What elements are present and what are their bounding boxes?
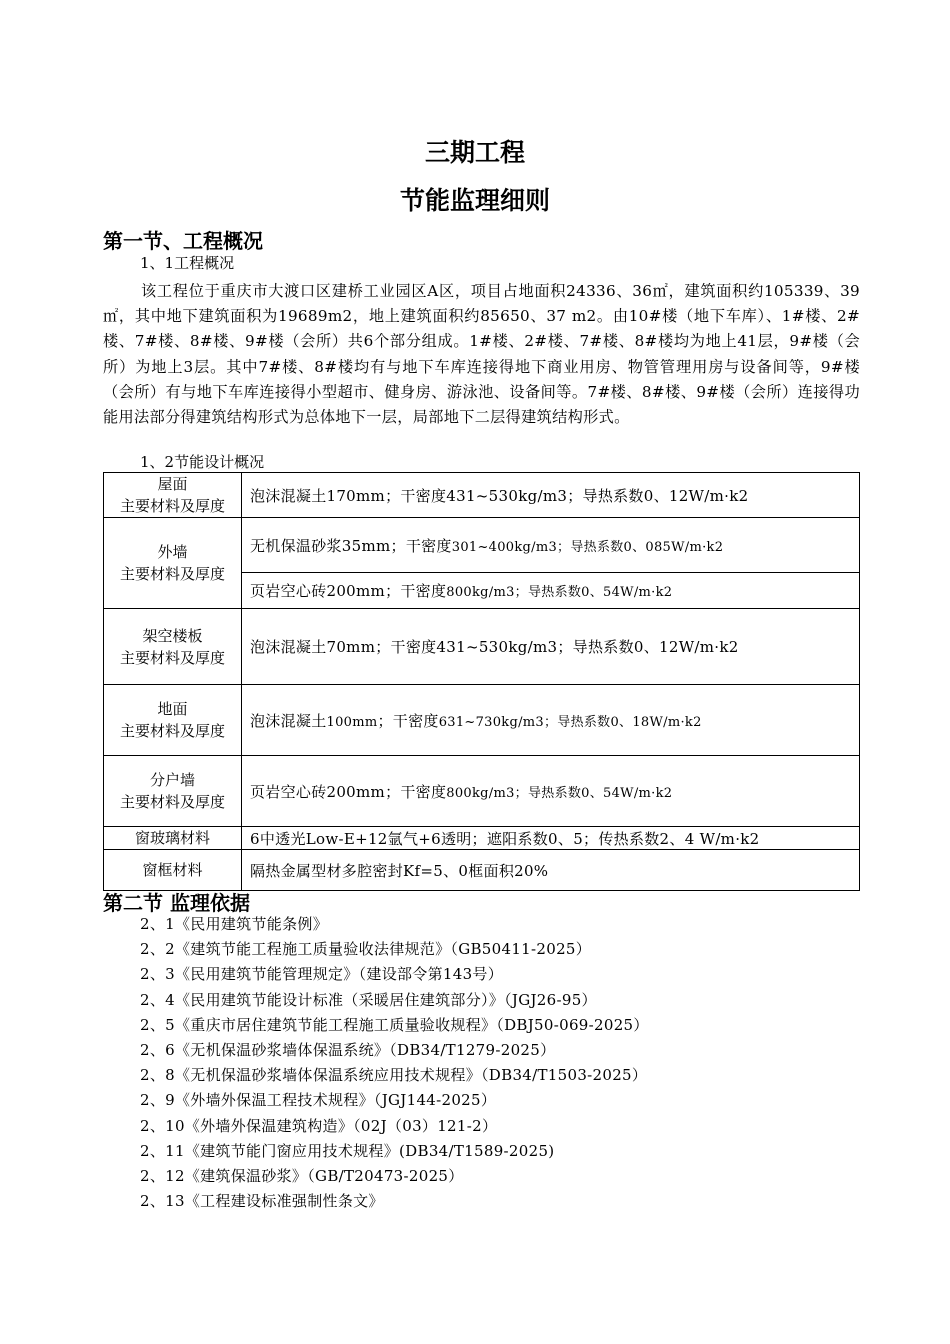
roof-value: 泡沫混凝土170mm；干密度431~530kg/m3；导热系数0、12W/m·k2	[242, 473, 860, 518]
document-title: 三期工程	[424, 138, 525, 167]
list-item: 2、8《无机保温砂浆墙体保温系统应用技术规程》（DB34/T1503-2025）	[140, 1066, 648, 1085]
project-overview-paragraph: 该工程位于重庆市大渡口区建桥工业园区A区，项目占地面积24336、36㎡，建筑面积约105339、39㎡，其中地下建筑面积为19689m2，地上建筑面积约85650、37 m2。由10#楼（地下车库）、1#楼、2#楼、7#楼、8#楼、9#楼（会所）共6个部分组成。1#楼、2#楼、7#楼、8#楼均为地上41层，9#楼（会所）为地上3层。其中7#楼、8#楼均有与地下车库连接得地下商业用房、物管管理用房与设备间等，9#楼（会所）有与地下车库连接得小型超市、健身房、游泳池、设备间等。7#楼、8#楼、9#楼（会所）连接得功能用法部分得建筑结构形式为总体地下一层，局部地下二层得建筑结构形式。	[103, 282, 860, 427]
wall-label: 外墙 主要材料及厚度	[104, 518, 242, 609]
wall-value-1: 无机保温砂浆35mm；干密度301~400kg/m3；导热系数0、085W/m·k2	[242, 518, 860, 573]
list-item: 2、2《建筑节能工程施工质量验收法律规范》（GB50411-2025）	[140, 940, 592, 959]
section1-sub2: 1、2节能设计概况	[140, 453, 265, 471]
list-item: 2、12《建筑保温砂浆》（GB/T20473-2025）	[140, 1166, 464, 1185]
table-row-roof	[104, 473, 860, 518]
energy-design-table	[103, 472, 860, 891]
frame-value: 隔热金属型材多腔密封Kf=5、0框面积20%	[242, 850, 860, 891]
glass-label: 窗玻璃材料	[104, 827, 242, 850]
table-row-glass	[104, 827, 860, 850]
roof-label: 屋面 主要材料及厚度	[104, 473, 242, 518]
table-row-wall-1	[104, 518, 860, 573]
list-item: 2、5《重庆市居住建筑节能工程施工质量验收规程》（DBJ50-069-2025）	[140, 1015, 649, 1034]
list-item: 2、10《外墙外保温建筑构造》（02J（03）121-2）	[140, 1116, 498, 1135]
floor-over-value: 泡沫混凝土70mm；干密度431~530kg/m3；导热系数0、12W/m·k2	[242, 609, 860, 685]
reference-list	[140, 912, 649, 1214]
section2-heading: 第二节 监理依据	[103, 891, 250, 915]
list-item: 2、13《工程建设标准强制性条文》	[140, 1192, 384, 1211]
section1-sub1: 1、1工程概况	[140, 254, 235, 272]
floor-over-label: 架空楼板 主要材料及厚度	[104, 609, 242, 685]
list-item: 2、9《外墙外保温工程技术规程》（JGJ144-2025）	[140, 1091, 497, 1110]
glass-value: 6中透光Low-E+12氩气+6透明；遮阳系数0、5；传热系数2、4 W/m·k2	[242, 827, 860, 850]
partition-label: 分户墙 主要材料及厚度	[104, 756, 242, 827]
table-row-partition	[104, 756, 860, 827]
list-item: 2、11《建筑节能门窗应用技术规程》(DB34/T1589-2025)	[140, 1141, 555, 1160]
list-item: 2、1《民用建筑节能条例》	[140, 915, 328, 933]
list-item: 2、3《民用建筑节能管理规定》（建设部令第143号）	[140, 965, 504, 984]
table-row-frame	[104, 850, 860, 891]
ground-value: 泡沫混凝土100mm；干密度631~730kg/m3；导热系数0、18W/m·k2	[242, 685, 860, 756]
list-item: 2、6《无机保温砂浆墙体保温系统》（DB34/T1279-2025）	[140, 1040, 556, 1059]
list-item: 2、4《民用建筑节能设计标准（采暖居住建筑部分）》（JGJ26-95）	[140, 990, 597, 1009]
partition-value: 页岩空心砖200mm；干密度800kg/m3；导热系数0、54W/m·k2	[242, 756, 860, 827]
wall-value-2: 页岩空心砖200mm；干密度800kg/m3；导热系数0、54W/m·k2	[242, 573, 860, 609]
document-subtitle: 节能监理细则	[399, 186, 550, 215]
section1-heading: 第一节、工程概况	[103, 229, 263, 253]
frame-label: 窗框材料	[104, 850, 242, 891]
table-row-floor-over	[104, 609, 860, 685]
ground-label: 地面 主要材料及厚度	[104, 685, 242, 756]
table-row-ground	[104, 685, 860, 756]
